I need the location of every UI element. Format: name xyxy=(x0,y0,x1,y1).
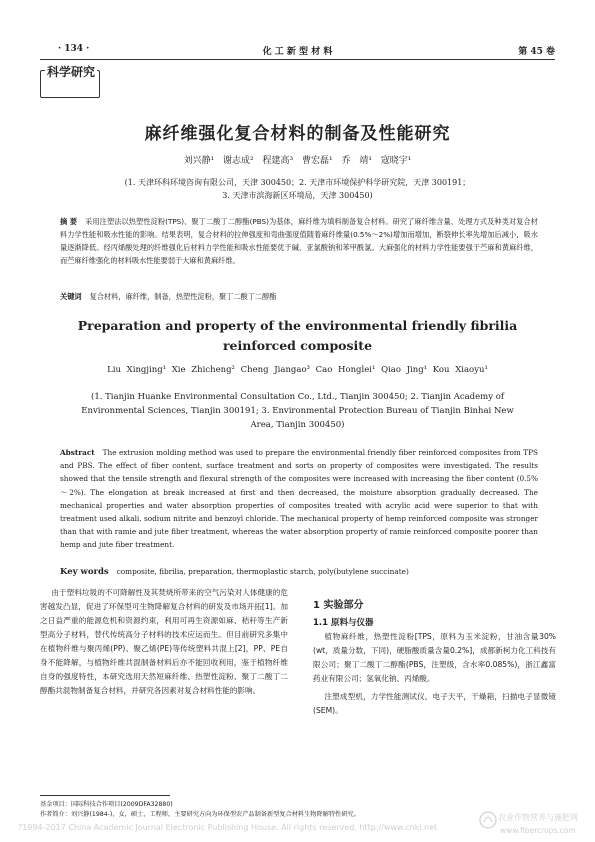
page-number: · 134 · xyxy=(58,44,90,54)
abstract-cn-label: 摘 要 xyxy=(60,217,78,226)
affiliation-cn-line: 3. 天津市滨海新区环境局，天津 300450) xyxy=(222,191,373,200)
abstract-en xyxy=(60,446,538,552)
materials-paragraph: 植物麻纤维，热塑性淀粉[TPS，原料为玉米淀粉，甘油含量30%(wt，质量分数，下同)，硬脂酸质量含量0.2%]，成都新柯力化工科技有限公司；聚丁二酸丁二醇酯(PBS，注塑级，含水率0.085%)，浙江鑫富药业有限公司；氢氧化钠、丙烯酸。 xyxy=(313,632,556,683)
abstract-en-label: Abstract xyxy=(60,448,95,457)
section-tag-label: 科学研究 xyxy=(47,65,96,79)
section-heading: 1 实验部分 xyxy=(313,600,364,611)
copyright-watermark: ?1994-2017 China Academic Journal Electronic Publishing House. All rights reserved. http://www.cnki.net xyxy=(18,823,438,832)
abstract-cn xyxy=(60,215,538,267)
title-cn: 麻纤维强化复合材料的制备及性能研究 xyxy=(144,124,451,144)
authors-en: Liu Xingjing¹ Xie Zhicheng² Cheng Jiangao³ Cao Honglei¹ Qiao Jing¹ Kou Xiaoyu¹ xyxy=(107,365,488,375)
footnote-funding: 基金项目：国际科技合作项目(2009DFA32880) xyxy=(40,801,173,808)
keywords-cn xyxy=(60,292,538,302)
journal-name: 化 工 新 型 材 料 xyxy=(262,47,333,57)
affiliation-cn-line: (1. 天津环科环境咨询有限公司，天津 300450；2. 天津市环境保护科学研究院，天津 300191； xyxy=(124,178,471,187)
footnote-author: 作者简介：刘兴静(1984-)，女，硕士，工程师，主要研究方向为环保型农产品制备新型复合材料生物降解特性研究。 xyxy=(40,811,360,818)
subsection-heading: 1.1 原料与仪器 xyxy=(313,618,374,628)
site-watermark-logo xyxy=(478,808,578,838)
watermark-logo-url: www.fibercrops.com xyxy=(500,826,576,835)
volume-number: 第 45 卷 xyxy=(518,47,555,57)
abstract-en-text: The extrusion molding method was used to prepare the environmental friendly fiber reinforced composites from TPS and PBS. The effect of fiber content, surface treatment and sorts on property of composites were investigated. The results showed that the tensile strength and flexural strength of the composites were increased with increasing the fiber content (0.5%～2%). The elongation at break increased at first and then decreased, the moisture absorption gradually decreased. The mechanical properties and water absorption properties of composites treated with acrylic acid were superior to that with treatment used alkali, sodium nitrite and benzoyl chloride. The mechanical property of hemp reinforced composite was stronger than that with ramie and jute fiber treatment, whereas the water absorption property of ramie reinforced composite poorer than hemp and jute fiber treatment. xyxy=(60,448,538,550)
keywords-en xyxy=(60,567,538,577)
abstract-cn-text: 采用注塑法以热塑性淀粉(TPS)、聚丁二酸丁二醇酯(PBS)为基体，麻纤维为填料制备复合材料。研究了麻纤维含量、处理方式及种类对复合材料力学性能和吸水性能的影响。结果表明，复合材料的拉伸强度和弯曲强度值随着麻纤维量(0.5%～2%)增加而增加，断裂伸长率先增加后减小，吸水量逐渐降低。经丙烯酸处理的纤维强化后材料力学性能和吸水性能要优于碱、亚氯酸钠和苯甲酰氯。大麻强化的材料力学性能要强于苎麻和黄麻纤维，而苎麻纤维强化的材料吸水性能要弱于大麻和黄麻纤维。 xyxy=(60,217,538,265)
keywords-cn-text: 复合材料，麻纤维，制备，热塑性淀粉，聚丁二酸丁二醇酯 xyxy=(89,292,277,301)
keywords-en-text: composite, fibrilia, preparation, thermoplastic starch, poly(butylene succinate) xyxy=(116,567,409,576)
instruments-paragraph: 注塑成型机，力学性能测试仪，电子天平，干燥箱，扫描电子显微镜(SEM)。 xyxy=(313,692,556,715)
keywords-cn-label: 关键词 xyxy=(60,292,82,301)
footnote-rule xyxy=(40,795,170,796)
introduction-paragraph: 由于塑料垃圾的不可降解性及其焚烧所带来的空气污染对人体健康的危害越发凸显，促进了环保型可生物降解复合材料的研发及市场开拓[1]。加之日益严重的能源危机和资源约束，利用可再生资源如麻、秸秆等生产新型高分子材料，替代传统高分子材料的技术应运而生。但目前研究多集中在植物纤维与聚丙烯(PP)、聚乙烯(PE)等传统塑料共混上[2]，PP、PE自身不能降解，与植物纤维共混制备材料后亦不能回收利用，鉴于植物纤维自身的强度特性，本研究选用天然短麻纤维、热塑性淀粉、聚丁二酸丁二醇酯共混物制备复合材料，并研究各因素对复合材料性能的影响。 xyxy=(40,588,288,695)
section-tag xyxy=(40,65,100,98)
keywords-en-label: Key words xyxy=(60,567,109,577)
materials-text xyxy=(313,630,556,722)
watermark-logo-cn: 农业作物营养与施肥网 xyxy=(498,813,578,822)
affiliations-cn xyxy=(60,176,535,202)
affiliations-en: (1. Tianjin Huanke Environmental Consultation Co., Ltd., Tianjin 300450; 2. Tianjin Academy of Environmental Sciences, Tianjin 300191; 3. Environmental Protection Bureau of Tianjin Binhai New Area, Tianjin 300450) xyxy=(81,392,514,430)
title-en: Preparation and property of the environmental friendly fibrilia reinforced composite xyxy=(77,318,518,353)
authors-cn: 刘兴静¹ 谢志成² 程建高³ 曹宏磊¹ 乔 靖¹ 寇晓宇¹ xyxy=(183,156,412,166)
header-rule xyxy=(40,59,555,60)
